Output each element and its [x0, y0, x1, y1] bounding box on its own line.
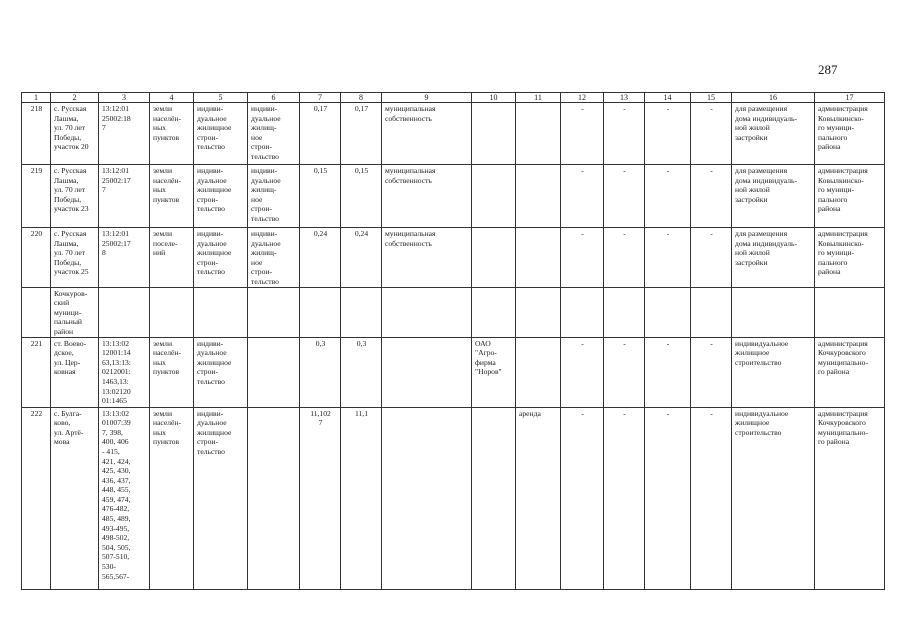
table-cell — [382, 407, 472, 589]
table-cell — [516, 103, 561, 165]
table-cell: 13:12:01 25002:17 7 — [99, 165, 150, 228]
column-number: 15 — [691, 93, 732, 103]
table-cell — [150, 287, 194, 337]
table-cell: для размещения дома индивидуаль- ной жилой застройки — [732, 228, 815, 288]
table-cell: муниципальная собственность — [382, 165, 472, 228]
table-cell: индиви- дуальное жилищ- ное строи- тельство — [248, 228, 300, 288]
table-cell: с. Русская Лашма, ул. 70 лет Победы, участок 23 — [51, 165, 99, 228]
table-cell: индивидуальное жилищное строительство — [732, 407, 815, 589]
table-cell: индиви- дуальное жилищ- ное строи- тельство — [248, 165, 300, 228]
table-cell: - — [604, 337, 645, 407]
column-number: 12 — [561, 93, 604, 103]
column-number: 7 — [300, 93, 341, 103]
table-cell — [382, 337, 472, 407]
table-cell: 0,15 — [300, 165, 341, 228]
table-row — [22, 407, 885, 589]
table-cell — [99, 287, 150, 337]
table-cell: - — [604, 407, 645, 589]
table-cell: - — [691, 337, 732, 407]
table-cell — [300, 287, 341, 337]
table-cell: 13:12:01 25002:18 7 — [99, 103, 150, 165]
table-cell: 0,24 — [341, 228, 382, 288]
table-cell: - — [561, 407, 604, 589]
table-cell: - — [645, 407, 691, 589]
table-cell: Кочкуров- ский муници- пальный район — [51, 287, 99, 337]
column-number-row — [22, 93, 885, 103]
table-cell: - — [645, 165, 691, 228]
table-cell: - — [645, 103, 691, 165]
table-cell — [691, 287, 732, 337]
table-cell: индиви- дуальное жилищное строи- тельство — [194, 337, 248, 407]
table-cell: для размещения дома индивидуаль- ной жилой застройки — [732, 165, 815, 228]
table-cell: администрация Ковылкинско- го муници- пального района — [815, 103, 885, 165]
table-cell: - — [691, 407, 732, 589]
table-cell: индиви- дуальное жилищное строи- тельство — [194, 103, 248, 165]
table-cell: 0,17 — [341, 103, 382, 165]
table-cell: 0,24 — [300, 228, 341, 288]
table-cell: 0,15 — [341, 165, 382, 228]
column-number: 13 — [604, 93, 645, 103]
table-cell: - — [561, 165, 604, 228]
table-cell — [516, 337, 561, 407]
table-cell — [248, 337, 300, 407]
table-cell — [382, 287, 472, 337]
table-cell: земли населён- ных пунктов — [150, 407, 194, 589]
table-cell: земли населён- ных пунктов — [150, 165, 194, 228]
table-cell: - — [604, 228, 645, 288]
column-number: 6 — [248, 93, 300, 103]
table-cell: ст. Воево- дское, ул. Цер- ковная — [51, 337, 99, 407]
table-cell: индиви- дуальное жилищ- ное строи- тельство — [248, 103, 300, 165]
table-cell: администрация Кочкуровского муниципально- го района — [815, 407, 885, 589]
table-cell — [472, 228, 516, 288]
column-number: 10 — [472, 93, 516, 103]
table-cell: 219 — [22, 165, 51, 228]
table-cell — [815, 287, 885, 337]
table-cell — [22, 287, 51, 337]
column-number: 11 — [516, 93, 561, 103]
table-cell: 220 — [22, 228, 51, 288]
column-number: 14 — [645, 93, 691, 103]
table-cell: аренда — [516, 407, 561, 589]
table-cell: индивидуальное жилищное строительство — [732, 337, 815, 407]
table-cell — [561, 287, 604, 337]
table-cell — [341, 287, 382, 337]
table-cell — [516, 228, 561, 288]
column-number: 8 — [341, 93, 382, 103]
table-cell — [472, 165, 516, 228]
column-number: 5 — [194, 93, 248, 103]
table-cell: - — [645, 337, 691, 407]
table-cell: 0,3 — [341, 337, 382, 407]
table-cell — [248, 287, 300, 337]
table-cell — [248, 407, 300, 589]
table-cell: - — [691, 165, 732, 228]
table-cell: муниципальная собственность — [382, 103, 472, 165]
table-cell: - — [561, 103, 604, 165]
table-row — [22, 287, 885, 337]
table-cell: 13:13:02 01007:39 7, 398, 400, 406 - 415, 421, 424, 425, 430, 436, 437, 448, 455, 459, 474, 476-482, 485, 489, 493-495, 498-502, 504, 505, 507-510, 530- 565,567- — [99, 407, 150, 589]
table-cell: 13:13:02 12001:14 63,13:13: 0212001: 1463,13: 13:02120 01:1465 — [99, 337, 150, 407]
table-cell: 222 — [22, 407, 51, 589]
table-cell: - — [561, 228, 604, 288]
table-cell — [472, 103, 516, 165]
column-number: 4 — [150, 93, 194, 103]
table-cell: с. Русская Лашма, ул. 70 лет Победы, участок 25 — [51, 228, 99, 288]
table-cell — [516, 165, 561, 228]
table-cell: с. Русская Лашма, ул. 70 лет Победы, участок 20 — [51, 103, 99, 165]
table-cell: - — [604, 165, 645, 228]
table-cell: 11,102 7 — [300, 407, 341, 589]
table-cell: индиви- дуальное жилищное строи- тельство — [194, 228, 248, 288]
table-cell — [472, 287, 516, 337]
table-cell: - — [604, 103, 645, 165]
column-number: 16 — [732, 93, 815, 103]
table-cell: земли населён- ных пунктов — [150, 103, 194, 165]
table-cell: администрация Ковылкинско- го муници- пального района — [815, 228, 885, 288]
table-cell: 11,1 — [341, 407, 382, 589]
table-cell — [472, 407, 516, 589]
table-cell: администрация Кочкуровского муниципально- го района — [815, 337, 885, 407]
column-number: 9 — [382, 93, 472, 103]
table-row — [22, 337, 885, 407]
table-row — [22, 228, 885, 288]
table-cell: земли поселе- ний — [150, 228, 194, 288]
table-row — [22, 103, 885, 165]
table-cell — [645, 287, 691, 337]
table-cell: администрация Ковылкинско- го муници- пального района — [815, 165, 885, 228]
table-cell: земли населён- ных пунктов — [150, 337, 194, 407]
table-cell: 0,3 — [300, 337, 341, 407]
table-cell: индиви- дуальное жилищное строи- тельство — [194, 407, 248, 589]
column-number: 17 — [815, 93, 885, 103]
land-registry-table — [21, 92, 885, 590]
column-number: 3 — [99, 93, 150, 103]
table-cell — [194, 287, 248, 337]
table-cell: 0,17 — [300, 103, 341, 165]
table-cell: индиви- дуальное жилищное строи- тельство — [194, 165, 248, 228]
table-row — [22, 165, 885, 228]
table-cell: - — [645, 228, 691, 288]
table-cell: - — [691, 228, 732, 288]
table-cell — [516, 287, 561, 337]
table-cell — [604, 287, 645, 337]
table-cell — [732, 287, 815, 337]
table-cell: для размещения дома индивидуаль- ной жилой застройки — [732, 103, 815, 165]
table-cell: с. Булга- ково, ул. Артё- мова — [51, 407, 99, 589]
table-cell: 218 — [22, 103, 51, 165]
table-cell: - — [561, 337, 604, 407]
column-number: 1 — [22, 93, 51, 103]
table-cell: - — [691, 103, 732, 165]
table-cell: ОАО "Агро- фирма "Норов" — [472, 337, 516, 407]
table-cell: 221 — [22, 337, 51, 407]
column-number: 2 — [51, 93, 99, 103]
page-number: 287 — [818, 62, 838, 77]
table-cell: 13:12:01 25002:17 8 — [99, 228, 150, 288]
table-cell: муниципальная собственность — [382, 228, 472, 288]
